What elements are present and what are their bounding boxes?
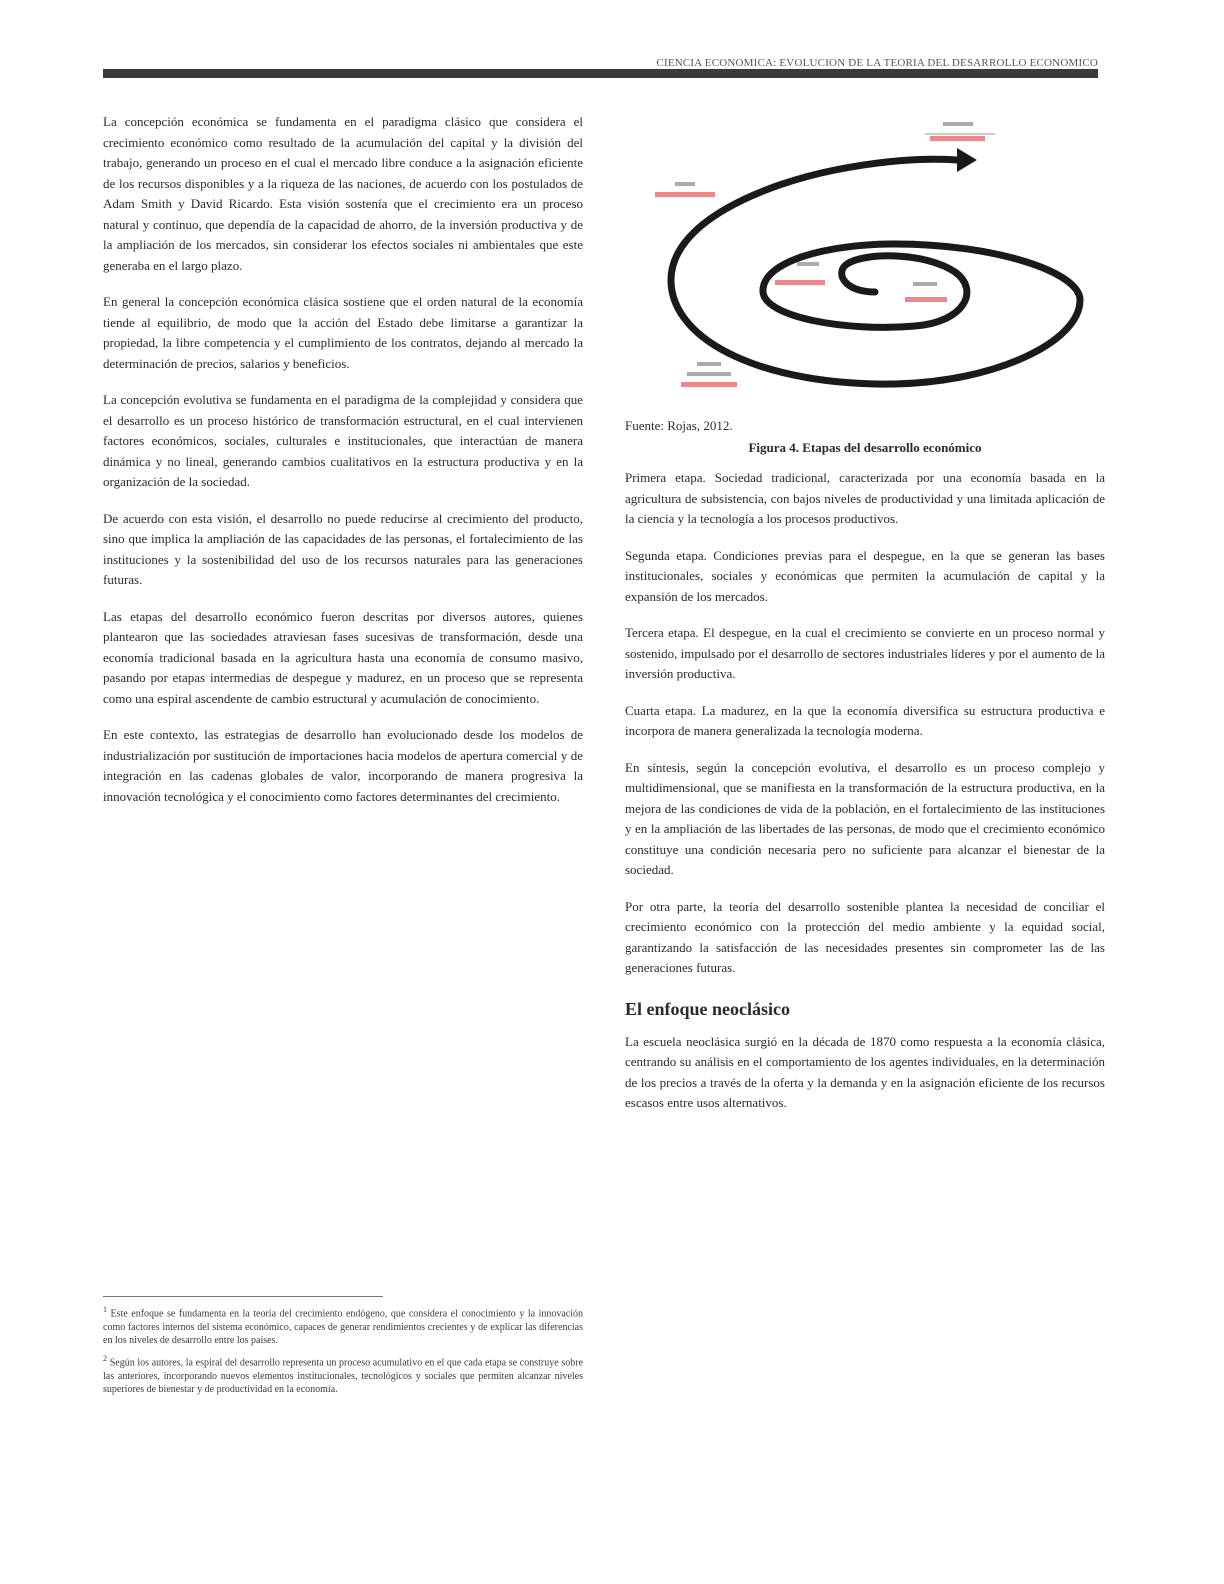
footnote-mark: 2 bbox=[103, 1353, 107, 1363]
footnotes bbox=[103, 1296, 583, 1401]
footnote bbox=[103, 1352, 583, 1397]
body-paragraph: La concepción evolutiva se fundamenta en el paradigma de la complejidad y considera que el desarrollo es un proceso histórico de transformación estructural, en el cual intervienen factores económicos, sociales, culturales e institucionales, que interactúan de manera dinámica y no lineal, generando cambios cualitativos en la estructura productiva y en la organización de la sociedad. bbox=[103, 392, 583, 489]
body-paragraph: La escuela neoclásica surgió en la década de 1870 como respuesta a la economía clásica, centrando su análisis en el comportamiento de los agentes individuales, en la determinación de los precios a través de la oferta y la demanda y en la asignación eficiente de los recursos escasos entre usos alternativos. bbox=[625, 1033, 1105, 1110]
page-header bbox=[103, 55, 1098, 81]
figure-caption: Figura 4. Etapas del desarrollo económico bbox=[748, 440, 982, 455]
footnote bbox=[103, 1303, 583, 1348]
body-paragraph: Cuarta etapa. La madurez, en la que la economía diversifica su estructura productiva e incorpora de manera generalizada la tecnología moderna. bbox=[625, 702, 1105, 738]
stage-marker bbox=[925, 122, 995, 141]
body-paragraph: Primera etapa. Sociedad tradicional, caracterizada por una economía basada en la agricultura de subsistencia, con bajos niveles de productividad y una limitada aplicación de la ciencia y la tecnología a los procesos productivos. bbox=[625, 470, 1105, 526]
stage-marker bbox=[681, 362, 737, 387]
section-heading: El enfoque neoclásico bbox=[625, 998, 790, 1019]
footnote-mark: 1 bbox=[103, 1305, 107, 1314]
footnote-text: Este enfoque se fundamenta en la teoría del crecimiento endógeno, que considera el conocimiento y la innovación como factores internos del sistema económico, capaces de generar rendimientos crecientes y de explicar las diferencias en los niveles de desarrollo entre los países. bbox=[103, 1308, 584, 1347]
body-paragraph: Segunda etapa. Condiciones previas para el despegue, en la que se generan las bases institucionales, sociales y económicas que permiten la acumulación de capital y la expansión de los mercados. bbox=[625, 547, 1105, 604]
body-paragraph: En síntesis, según la concepción evolutiva, el desarrollo es un proceso complejo y multidimensional, que se manifiesta en la transformación de la estructura productiva, en la mejora de las condiciones de vida de la población, en el fortalecimiento de las instituciones y en la ampliación de las libertades de las personas, de modo que el crecimiento económico constituye una condición necesaria pero no suficiente para alcanzar el bienestar de la sociedad. bbox=[625, 759, 1105, 877]
stage-marker bbox=[655, 182, 715, 197]
right-column bbox=[625, 112, 1105, 1130]
header-rule bbox=[103, 69, 1098, 78]
stage-marker bbox=[905, 282, 947, 302]
arrowhead bbox=[957, 148, 977, 172]
body-paragraph: En general la concepción económica clásica sostiene que el orden natural de la economía tiende al equilibrio, de modo que la acción del Estado debe limitarse a garantizar la propiedad, la libre competencia y el cumplimiento de los contratos, dejando al mercado la determinación de precios, salarios y beneficios. bbox=[103, 294, 583, 371]
footnote-rule bbox=[103, 1296, 383, 1297]
figure-source: Fuente: Rojas, 2012. bbox=[625, 418, 733, 433]
left-column bbox=[103, 112, 583, 823]
body-paragraph: En este contexto, las estrategias de desarrollo han evolucionado desde los modelos de industrialización por sustitución de importaciones hacia modelos de apertura comercial y de integración en las cadenas globales de valor, incorporando de manera progresiva la innovación tecnológica y el conocimiento como factores determinantes del crecimiento. bbox=[103, 727, 583, 804]
body-paragraph: La concepción económica se fundamenta en el paradigma clásico que considera el crecimiento económico como resultado de la acumulación del capital y la división del trabajo, generando un proceso en el cual el mercado libre conduce a la asignación eficiente de los recursos disponibles y a la riqueza de las naciones, de acuerdo con los postulados de Adam Smith y David Ricardo. Esta visión sostenía que el crecimiento era un proceso natural y continuo, que dependía de la capacidad de ahorro, de la inversión productiva y de la ampliación de los mercados, sin considerar los efectos sociales ni ambientales que este generaba en el largo plazo. bbox=[103, 114, 583, 273]
body-paragraph: De acuerdo con esta visión, el desarrollo no puede reducirse al crecimiento del producto, sino que implica la ampliación de las capacidades de las personas, el fortalecimiento de las instituciones y la sostenibilidad del uso de los recursos naturales para las generaciones futuras. bbox=[103, 510, 583, 587]
running-head: CIENCIA ECONOMICA: EVOLUCION DE LA TEORIA DEL DESARROLLO ECONOMICO bbox=[656, 57, 1098, 69]
body-paragraph: Por otra parte, la teoría del desarrollo sostenible plantea la necesidad de conciliar el crecimiento económico con la protección del medio ambiente y la equidad social, garantizando la satisfacción de las necesidades presentes sin comprometer las de las generaciones futuras. bbox=[625, 898, 1105, 975]
spiral-path bbox=[671, 159, 1080, 384]
spiral-diagram bbox=[625, 112, 1105, 412]
footnote-text: Según los autores, la espiral del desarrollo representa un proceso acumulativo en el que cada etapa se construye sobre las anteriores, incorporando nuevos elementos institucionales, tecnológicos y sociales que permiten alcanzar niveles superiores de bienestar y de productividad en la economía. bbox=[103, 1357, 584, 1396]
spiral-figure bbox=[625, 112, 1105, 412]
body-paragraph: Tercera etapa. El despegue, en la cual el crecimiento se convierte en un proceso normal y sostenido, impulsado por el desarrollo de sectores industriales líderes y por el aumento de la inversión productiva. bbox=[625, 625, 1105, 681]
body-paragraph: Las etapas del desarrollo económico fueron descritas por diversos autores, quienes plantearon que las sociedades atraviesan fases sucesivas de transformación, desde una economía tradicional basada en la agricultura hasta una economía de consumo masivo, pasando por etapas intermedias de despegue y madurez, en un proceso que se representa como una espiral ascendente de cambio estructural y acumulación de conocimiento. bbox=[103, 608, 583, 706]
